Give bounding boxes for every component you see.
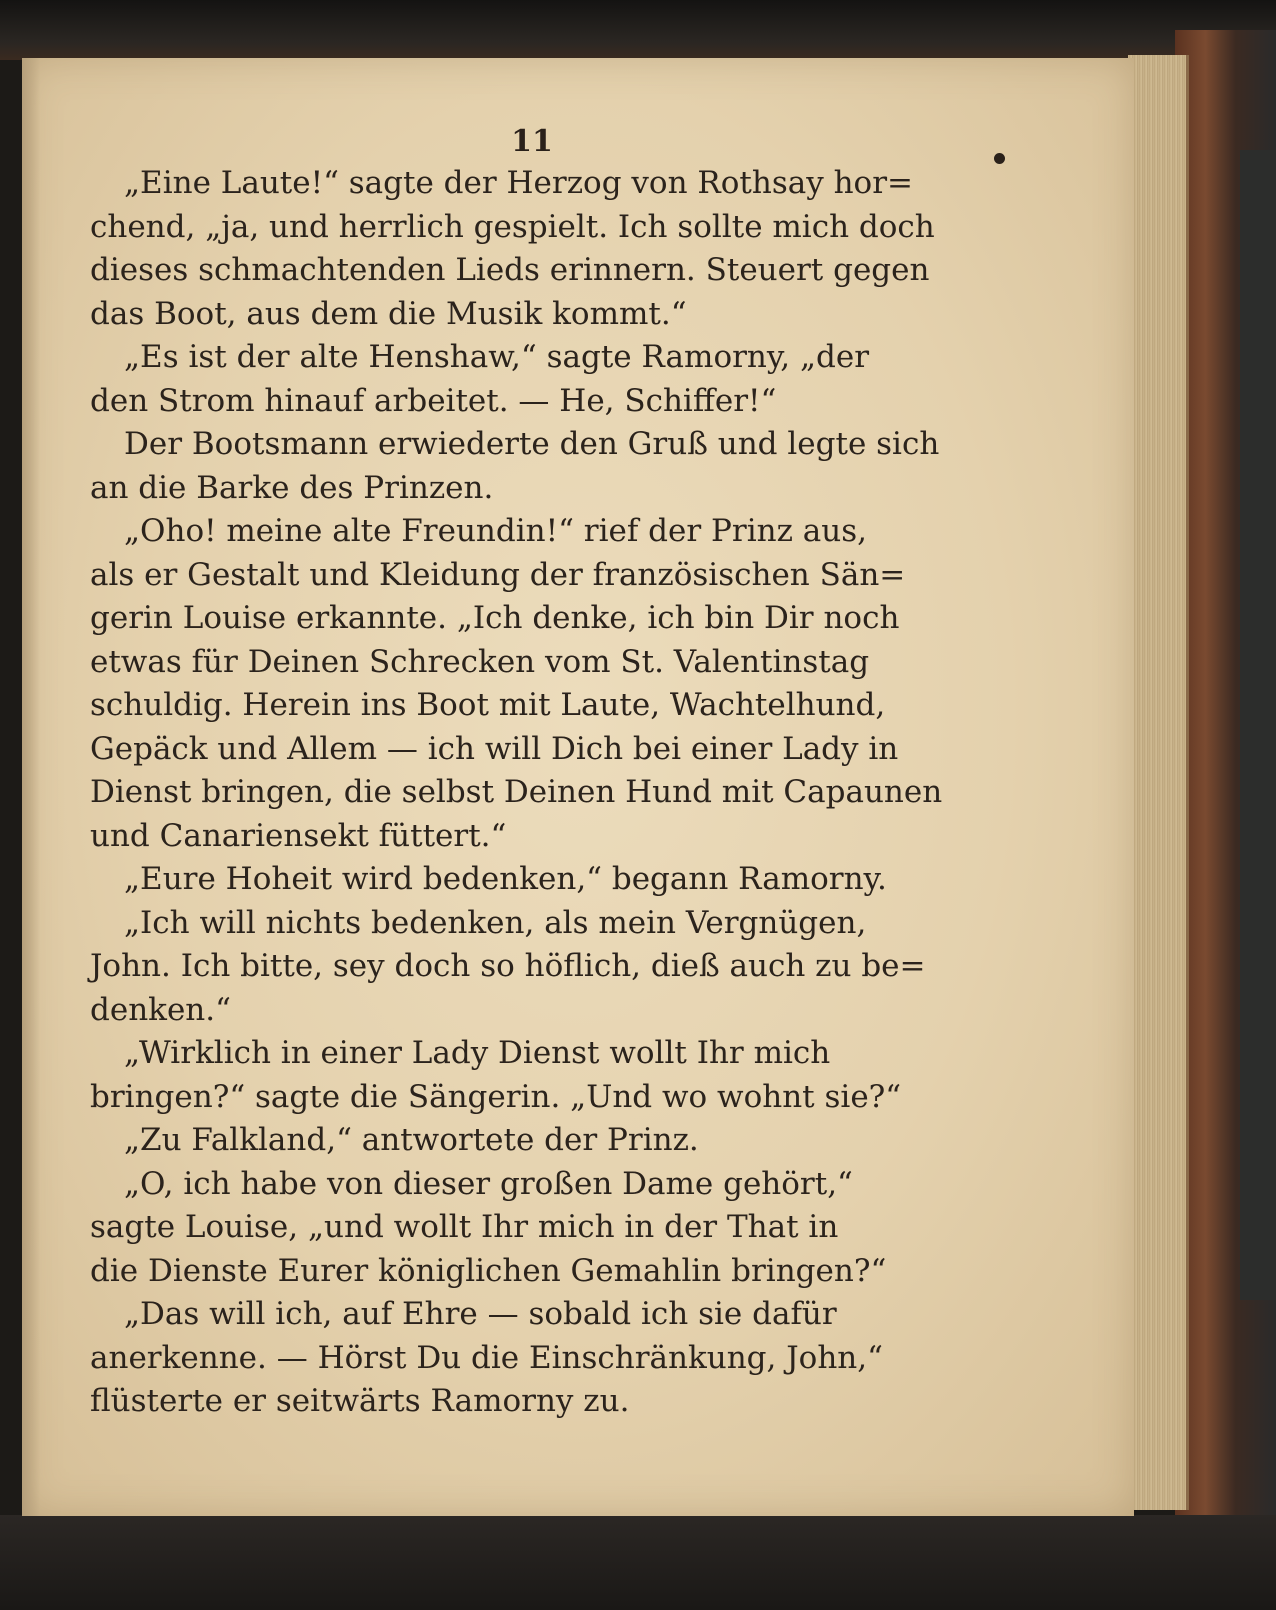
book-page [22,58,1134,1516]
text-line: und Canariensekt füttert.“ [90,817,507,854]
page-text [90,162,950,1424]
page-number: 11 [511,124,553,159]
text-line: denken.“ [90,991,231,1028]
cover-top-edge [0,0,1276,60]
text-line: die Dienste Eurer königlichen Gemahlin bringen?“ [90,1252,887,1289]
cover-bottom-edge [0,1515,1276,1610]
text-line: etwas für Deinen Schrecken vom St. Valentinstag [90,643,870,680]
text-line: chend, „ja, und herrlich gespielt. Ich sollte mich doch [90,208,935,245]
text-line: „Das will ich, auf Ehre — sobald ich sie dafür [124,1296,837,1332]
text-line: gerin Louise erkannte. „Ich denke, ich bin Dir noch [90,600,900,636]
text-line: sagte Louise, „und wollt Ihr mich in der That in [90,1209,839,1245]
text-line: dieses schmachtenden Lieds erinnern. Steuert gegen [90,252,930,288]
text-line: „Es ist der alte Henshaw,“ sagte Ramorny, „der [124,339,870,375]
page-gutter-shadow [22,58,40,1516]
text-line: als er Gestalt und Kleidung der französischen Sän= [90,556,906,593]
cover-dark-board [1240,150,1276,1300]
text-line: an die Barke des Prinzen. [90,469,494,506]
text-line: Der Bootsmann erwiederte den Gruß und legte sich [124,426,940,462]
text-line: schuldig. Herein ins Boot mit Laute, Wachtelhund, [90,687,886,723]
text-line: Dienst bringen, die selbst Deinen Hund mit Capaunen [90,774,943,810]
text-line: „Wirklich in einer Lady Dienst wollt Ihr mich [124,1035,831,1071]
ink-spot [994,153,1005,164]
text-line: Gepäck und Allem — ich will Dich bei einer Lady in [90,730,899,767]
text-line: „Eure Hoheit wird bedenken,“ begann Ramorny. [124,861,887,897]
text-line: „Ich will nichts bedenken, als mein Vergnügen, [124,904,867,941]
text-line: „O, ich habe von dieser großen Dame gehört,“ [124,1165,853,1202]
text-line: „Zu Falkland,“ antwortete der Prinz. [124,1122,699,1158]
text-line: John. Ich bitte, sey doch so höflich, dieß auch zu be= [90,948,926,984]
page-block-edges [1128,55,1189,1510]
text-line: anerkenne. — Hörst Du die Einschränkung, John,“ [90,1339,883,1376]
text-line: den Strom hinauf arbeitet. — He, Schiffer!“ [90,382,777,419]
text-line: „Oho! meine alte Freundin!“ rief der Prinz aus, [124,513,868,549]
text-line: „Eine Laute!“ sagte der Herzog von Rothsay hor= [124,165,914,201]
text-line: bringen?“ sagte die Sängerin. „Und wo wohnt sie?“ [90,1078,902,1115]
text-line: das Boot, aus dem die Musik kommt.“ [90,295,687,332]
text-line: flüsterte er seitwärts Ramorny zu. [90,1383,630,1419]
